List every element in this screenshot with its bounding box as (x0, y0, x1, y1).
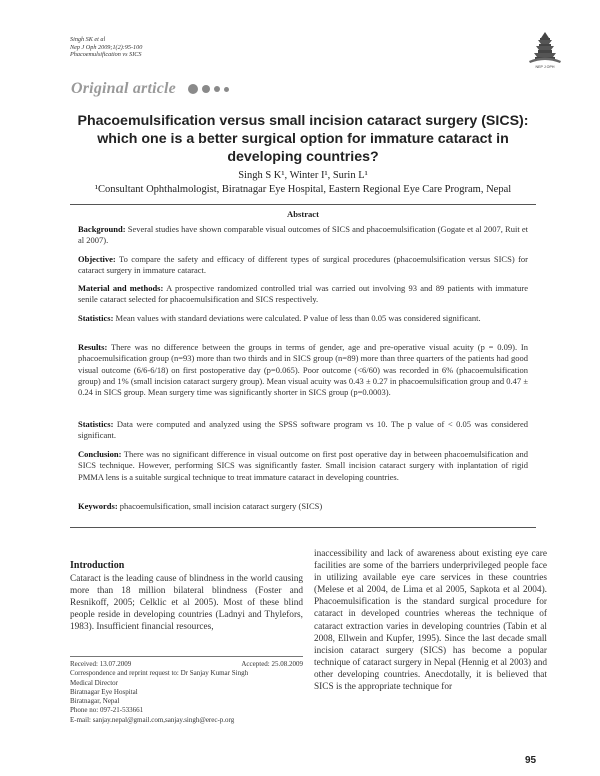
abstract-results (78, 342, 528, 398)
section-text: Data were computed and analyzed using the SPSS software program vs 10. The p value of < 0.05 was considered significant. (78, 419, 528, 441)
section-label: Background: (78, 224, 126, 234)
introduction-left-column: Cataract is the leading cause of blindness in the world causing more than 18 million bilateral blindness (Foster and Resnikoff, 2005; Celklic et al 2005). Most of these blind people reside in developing countries (Ladnyi and Thylefors, 1983). Insufficient financial resources, (70, 574, 303, 633)
introduction-right-column: inaccessibility and lack of awareness about existing eye care facilities are some of the barriers underprivileged people face in utilizing available eye care services in these countries (Melese et al 2004, de Lima et al 2005, Sapkota et al 2004). Phacoemulsification is the standard surgical procedure for cataract in developed countries whereas the technique of cataract extraction varies in developing countries (Tabin et al 2008, Ellwein and Kupfer, 1995). Since the last decade small incision cataract surgery (SICS) has become a popular technique of cataract surgery in Nepal (Hennig et al 2003) and other developing countries. Anecdotally, it is believed that SICS is the appropriate technique for (314, 549, 547, 693)
section-text: A prospective randomized controlled trial was carried out involving 93 and 89 patients with immature senile cataract selected for phacoemulsification and SICS respectively. (78, 283, 528, 305)
abstract-background (78, 224, 528, 247)
running-head-citation: Nep J Oph 2009;1(2):95-100 (70, 43, 143, 51)
footnote-divider (70, 656, 303, 657)
section-label: Results: (78, 342, 108, 352)
decorative-dots-icon (188, 84, 229, 94)
abstract-heading: Abstract (287, 209, 319, 219)
author-affiliation: ¹Consultant Ophthalmologist, Biratnagar Eye Hospital, Eastern Regional Eye Care Program, Nepal (94, 184, 512, 195)
section-text: phacoemulsification, small incision cataract surgery (SICS) (117, 501, 323, 511)
section-text: To compare the safety and efficacy of different types of surgical procedures (phacoemulsification versus SICS) for cataract surgery in immature cataract. (78, 254, 528, 276)
section-label: Statistics: (78, 419, 114, 429)
abstract-statistics (78, 313, 528, 324)
correspondence-line: Correspondence and reprint request to: Dr Sanjay Kumar Singh (70, 669, 249, 678)
section-text: Mean values with standard deviations were calculated. P value of less than 0.05 was considered significant. (113, 313, 481, 323)
author-list: Singh S K¹, Winter I¹, Surin L¹ (238, 170, 368, 181)
section-label: Material and methods: (78, 283, 164, 293)
section-text: There was no difference between the groups in terms of gender, age and pre-operative visual acuity (p = 0.09). In phacoemulsification group (n=93) more than two thirds and in SICS group (n=89) more than three quarters of the patients had good visual outcome (6/6-6/18) on first postoperative day (p=0.065). Poor outcome (<6/60) was recorded in 6% (phacoemulsification group) and 1% (small incision cataract surgery group). Mean visual acuity was 0.43 ± 0.27 in phacoemulsification group and 0.47 ± 0.24 in SICS group. Mean surgery time was significantly shorter in SICS group (p=0.0003). (78, 342, 528, 398)
article-type-label: Original article (71, 80, 176, 97)
abstract-keywords (78, 501, 528, 512)
nepal-journal-pagoda-logo (527, 30, 563, 72)
abstract-objective (78, 254, 528, 277)
correspondence-line: Biratnagar, Nepal (70, 697, 120, 706)
section-label: Statistics: (78, 313, 114, 323)
section-label: Keywords: (78, 501, 118, 511)
introduction-heading: Introduction (70, 560, 125, 571)
logo-text: NEP J OPH (535, 65, 555, 69)
section-text: There was no significant difference in visual outcome on first post operative day in between phacoemulsification and SICS technique. However, performing SICS was significantly faster. Small incision cataract surgery with inplantation of rigid PMMA lens is a suitable surgical technique to treat immature cataract in developing countries. (78, 449, 528, 482)
running-head-author: Singh SK et al (70, 36, 106, 43)
section-text: Several studies have shown comparable visual outcomes of SICS and phacoemulsification (Gogate et al 2007, Ruit et al 2007). (78, 224, 528, 246)
correspondence-block (70, 660, 303, 725)
abstract-conclusion (78, 449, 528, 483)
correspondence-line: Phone no: 097-21-533661 (70, 706, 144, 715)
received-date: Received: 13.07.2009 (70, 660, 132, 668)
correspondence-email: E-mail: sanjay.nepal@gmail.com,sanjay.singh@erec-p.org (70, 715, 235, 724)
running-head (70, 36, 142, 59)
abstract-methods (78, 283, 528, 306)
abstract-statistics-2 (78, 419, 528, 442)
running-head-short-title: Phacoemulsification vs SICS (70, 51, 142, 59)
accepted-date: Accepted: 25.08.2009 (241, 660, 303, 668)
page-number: 95 (525, 755, 537, 766)
correspondence-line: Medical Director (70, 678, 119, 687)
section-label: Conclusion: (78, 449, 122, 459)
section-label: Objective: (78, 254, 116, 264)
paper-title: Phacoemulsification versus small incision cataract surgery (SICS): which one is a better surgical option for immature cataract in developing countries? (77, 113, 529, 165)
correspondence-line: Biratnagar Eye Hospital (70, 687, 138, 696)
